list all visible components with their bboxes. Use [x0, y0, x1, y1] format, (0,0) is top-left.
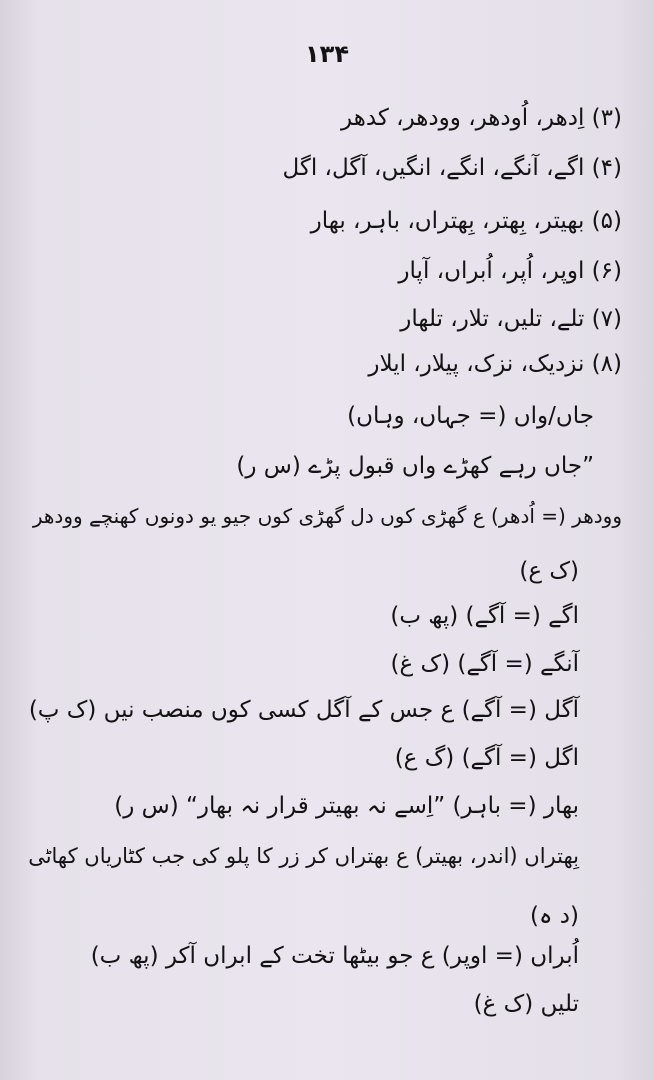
text-line-15: بھار (= باہر) ”اِسے نہ بھیتر قرار نہ بھار“ (س ر)	[114, 793, 579, 819]
text-line-5: (۷) تلے، تلیں، تلار، تلھار	[400, 306, 622, 332]
text-line-4: (۶) اوپر، اُپر، اُبراں، آپار	[398, 258, 622, 284]
text-line-2: (۴) اگے، آنگے، انگے، انگیں، آگل، اگل	[282, 155, 622, 181]
text-line-10: (ک ع)	[519, 558, 579, 584]
text-line-16: بِھتراں (اندر، بھیتر) ع بھتراں کر زر کا پلو کی جب کٹاریاں کھاٹی	[28, 844, 579, 868]
text-line-14: اگل (= آگے) (گ ع)	[394, 745, 579, 771]
text-line-19: تلیں (ک غ)	[473, 991, 579, 1017]
text-line-17: (د ہ)	[530, 903, 579, 929]
text-line-3: (۵) بھیتر، بِھتر، بِھتراں، باہر، بھار	[310, 208, 622, 234]
text-line-8: ”جاں رہے کھڑے واں قبول پڑے (س ر)	[236, 453, 594, 479]
text-line-9: وودھر (= اُدھر) ع گھڑی کوں دل گھڑی کوں جیو یو دونوں کھنچے وودھر	[32, 504, 622, 528]
text-line-11: اگے (= آگے) (پھ ب)	[390, 603, 579, 629]
text-line-12: آنگے (= آگے) (ک غ)	[390, 651, 579, 677]
page-number: ۱۳۴	[305, 40, 349, 68]
text-line-7: جاں/واں (= جہاں، وہاں)	[347, 403, 594, 429]
text-line-6: (۸) نزدیک، نزک، پیلار، ایلار	[368, 351, 622, 377]
text-line-18: اُبراں (= اوپر) ع جو بیٹھا تخت کے ابراں آکر (پھ ب)	[90, 943, 579, 969]
text-line-1: (۳) اِدھر، اُودھر، وودھر، کدھر	[341, 105, 622, 131]
text-line-13: آگل (= آگے) ع جس کے آگل کسی کوں منصب نیں (ک پ)	[28, 697, 579, 723]
